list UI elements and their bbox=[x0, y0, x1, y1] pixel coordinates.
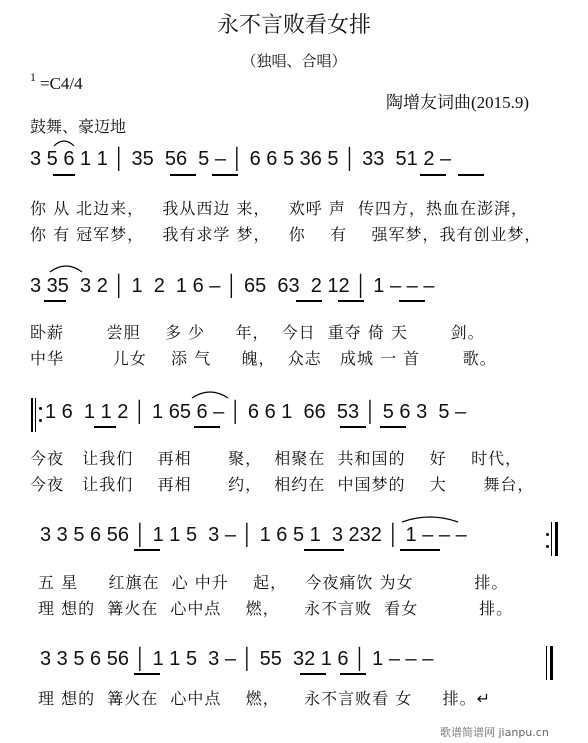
lyric-row-1b: 你 有 冠军梦， 我有求学 梦， 你 有 强军梦，我有创业梦， bbox=[30, 225, 542, 244]
lyric-row-4a: 五 星 红旗在 心 中升 起， 今夜痛饮 为女 排。 bbox=[38, 573, 509, 592]
key-text: =C4/4 bbox=[40, 74, 83, 93]
lyric-row-1a: 你 从 北边来， 我从西边 来， 欢呼 声 传四方，热血在澎湃， bbox=[30, 199, 529, 218]
lyric-row-2b: 中华 儿女 添 气 魄， 众志 成城 一 首 歌。 bbox=[30, 349, 497, 368]
lyric-row-5a: 理 想的 篝火在 心中点 燃， 永不言败看 女 排。↵ bbox=[38, 689, 492, 708]
notes-row-2: 3 35 3 2 │ 1 2 1 6 – │ 65 63 2 12 │ 1 – – – bbox=[30, 275, 435, 297]
page-title: 永不言败看女排 bbox=[216, 13, 371, 38]
lyric-row-2a: 卧薪 尝胆 多 少 年， 今日 重夺 倚 天 剑。 bbox=[30, 323, 485, 342]
lyric-row-3a: 今夜 让我们 再相 聚， 相聚在 共和国的 好 时代， bbox=[30, 449, 523, 468]
author-credit: 陶增友词曲(2015.9) bbox=[386, 93, 530, 112]
slur-mark bbox=[402, 517, 458, 522]
slur-mark bbox=[50, 266, 82, 272]
lyric-row-4b: 理 想的 篝火在 心中点 燃， 永不言败 看女 排。 bbox=[38, 599, 514, 618]
watermark: 歌谱简谱网 jianpu.cn bbox=[440, 726, 549, 739]
notes-row-5: 3 3 5 6 56 │ 1 1 5 3 – │ 55 32 1 6 │ 1 – – – bbox=[40, 648, 434, 670]
lyric-row-3b: 今夜 让我们 再相 约， 相约在 中国梦的 大 舞台， bbox=[30, 475, 535, 494]
notes-row-4: 3 3 5 6 56 │ 1 1 5 3 – │ 1 6 5 1 3 232 │ 1 – – – bbox=[40, 524, 467, 546]
notes-row-3: 1 6 1 1 2 │ 1 65 6 – │ 6 6 1 66 53 │ 5 6 3 5 – bbox=[45, 401, 467, 423]
slur-mark bbox=[54, 141, 74, 146]
subtitle: （独唱、合唱） bbox=[241, 52, 347, 70]
key-number: 1 bbox=[30, 70, 36, 84]
notes-row-1: 3 5 6 1 1 │ 35 56 5 – │ 6 6 5 36 5 │ 33 51 2 – bbox=[30, 148, 452, 170]
tempo-marking: 鼓舞、豪迈地 bbox=[30, 117, 127, 136]
slur-mark bbox=[192, 392, 228, 398]
